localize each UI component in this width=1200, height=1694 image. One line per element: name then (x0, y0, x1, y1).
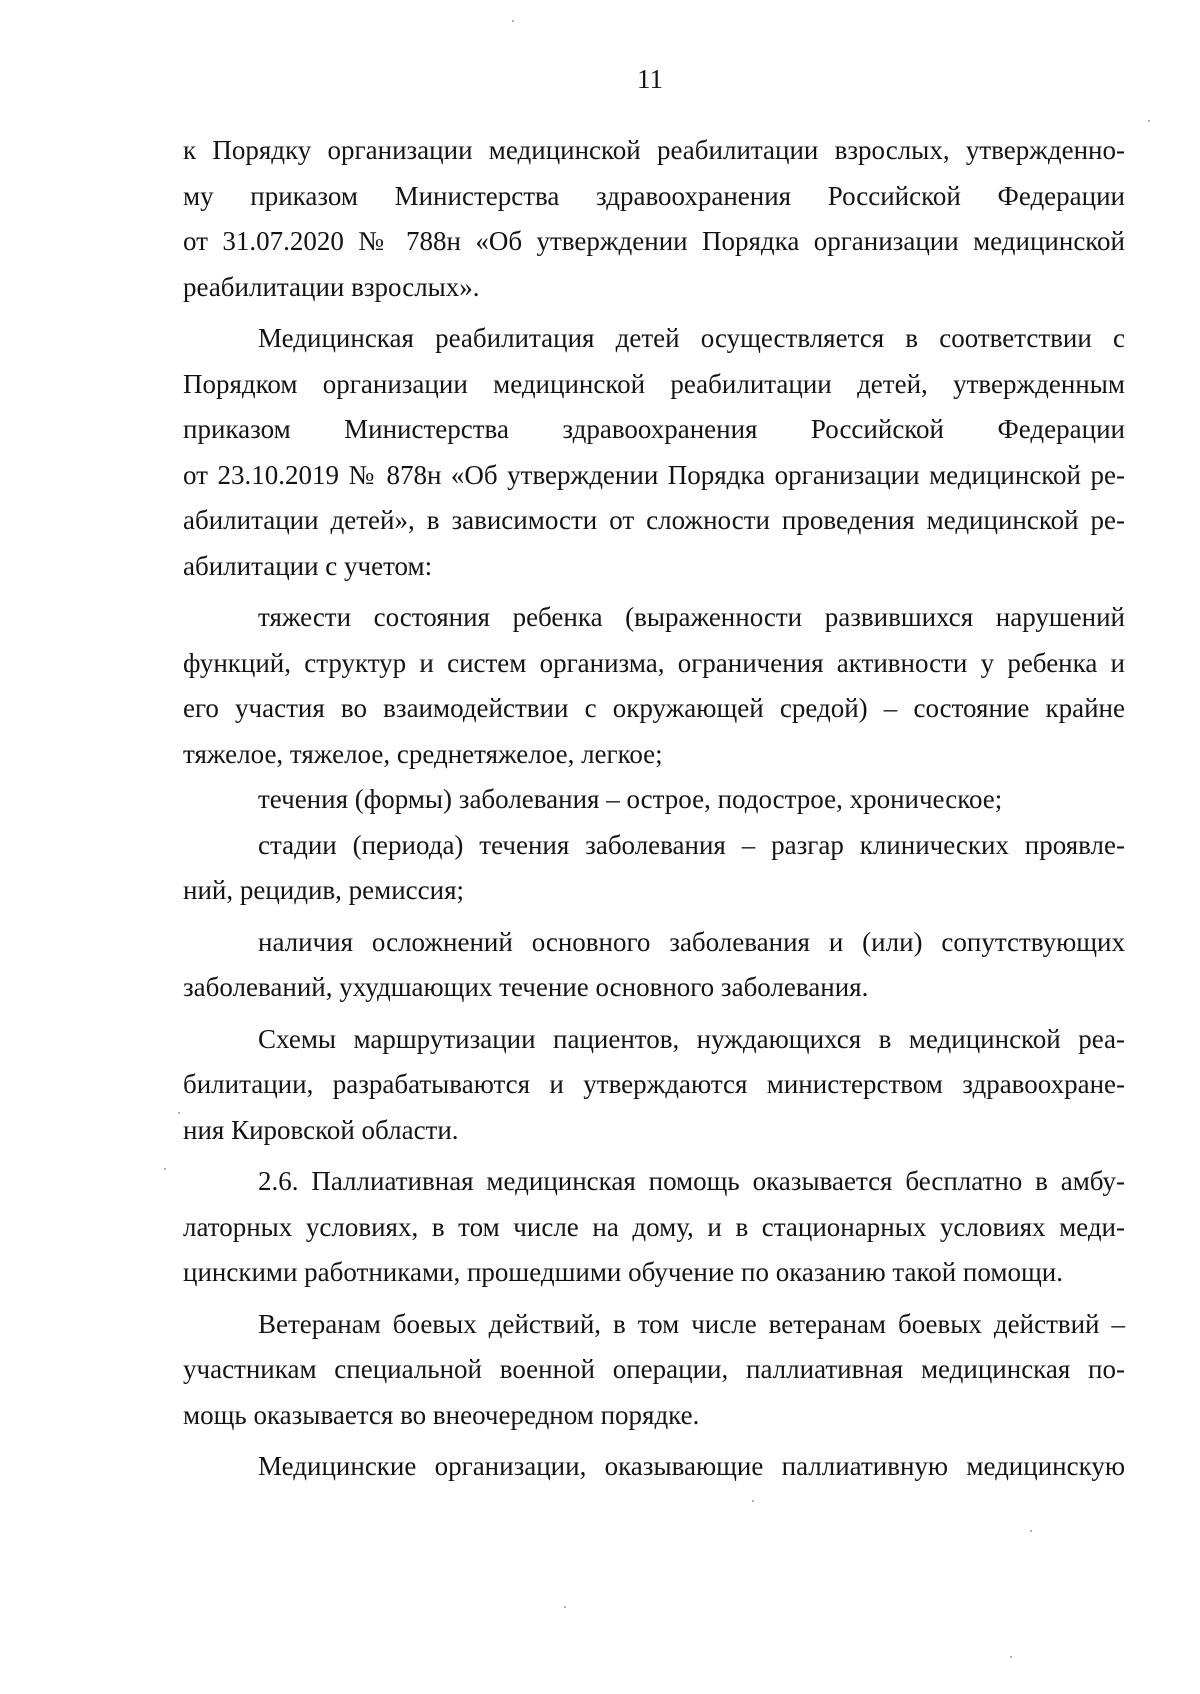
scan-speck (1030, 1530, 1032, 1532)
paragraph-routing-schemes (183, 1017, 1125, 1154)
text-line: латорных условиях, в том числе на дому, и в стационарных условиях меди- (183, 1211, 1125, 1242)
paragraph-reference-adult-rehab-order (183, 128, 1125, 310)
scan-speck (178, 1112, 180, 1114)
scan-speck (752, 1500, 754, 1502)
text-line: тяжести состояния ребенка (выраженности развившихся нарушений (258, 602, 1125, 632)
text-line: участникам специальной военной операции, паллиативная медицинская по- (183, 1354, 1125, 1384)
text-line: функций, структур и систем организма, ограничения активности у ребенка и (183, 647, 1125, 678)
text-line: абилитации детей», в зависимости от сложности проведения медицинской ре- (183, 505, 1125, 535)
text-line: му приказом Министерства здравоохранения Российской Федерации (183, 180, 1125, 211)
paragraph-complications (183, 920, 1125, 1011)
text-line: 2.6. Паллиативная медицинская помощь оказывается бесплатно в амбу- (258, 1166, 1125, 1196)
text-line: Ветеранам боевых действий, в том числе ветеранам боевых действий – (258, 1308, 1125, 1339)
paragraph-medical-organizations (183, 1444, 1125, 1490)
text-line: от 31.07.2020 № 788н «Об утверждении Порядка организации медицинской (183, 226, 1125, 256)
text-line: Схемы маршрутизации пациентов, нуждающихся в медицинской реа- (258, 1023, 1125, 1054)
scan-speck (564, 1606, 566, 1608)
paragraph-disease-course (183, 777, 1125, 823)
scan-speck (1148, 120, 1150, 122)
text-line: тяжелое, тяжелое, среднетяжелое, легкое; (183, 738, 663, 769)
scan-speck (512, 20, 514, 22)
paragraph-child-rehab (183, 316, 1125, 589)
text-line: его участия во взаимодействии с окружающей средой) – состояние крайне (183, 693, 1125, 723)
text-line: реабилитации взрослых». (183, 271, 480, 302)
text-line: заболеваний, ухудшающих течение основного заболевания. (183, 972, 869, 1002)
text-line: билитации, разрабатываются и утверждаются министерством здравоохране- (183, 1069, 1125, 1099)
scan-speck (1010, 1656, 1012, 1658)
paragraph-severity (183, 595, 1125, 777)
document-body (183, 128, 1125, 1490)
text-line: приказом Министерства здравоохранения Российской Федерации (183, 414, 1125, 444)
text-line: Порядком организации медицинской реабилитации детей, утвержденным (183, 368, 1125, 399)
text-line: течения (формы) заболевания – острое, подострое, хроническое; (258, 784, 1003, 814)
text-line: Медицинская реабилитация детей осуществляется в соответствии с (258, 323, 1125, 353)
paragraph-disease-stage (183, 823, 1125, 914)
paragraph-palliative-care (183, 1159, 1125, 1296)
text-line: стадии (периода) течения заболевания – разгар клинических проявле- (258, 829, 1125, 860)
text-line: мощь оказывается во внеочередном порядке. (183, 1399, 700, 1430)
text-line: ний, рецидив, ремиссия; (183, 875, 465, 905)
text-line: цинскими работниками, прошедшими обучение по оказанию такой помощи. (183, 1257, 1063, 1287)
text-line: к Порядку организации медицинской реабилитации взрослых, утвержденно- (183, 135, 1125, 165)
scan-speck (164, 1168, 166, 1170)
text-line: Медицинские организации, оказывающие паллиативную медицинскую (258, 1451, 1125, 1481)
page-number: 11 (637, 64, 663, 94)
text-line: абилитации с учетом: (183, 550, 433, 581)
text-line: ния Кировской области. (183, 1114, 459, 1145)
text-line: наличия осложнений основного заболевания и (или) сопутствующих (258, 926, 1125, 957)
paragraph-veterans (183, 1302, 1125, 1439)
text-line: от 23.10.2019 № 878н «Об утверждении Порядка организации медицинской ре- (183, 459, 1125, 490)
